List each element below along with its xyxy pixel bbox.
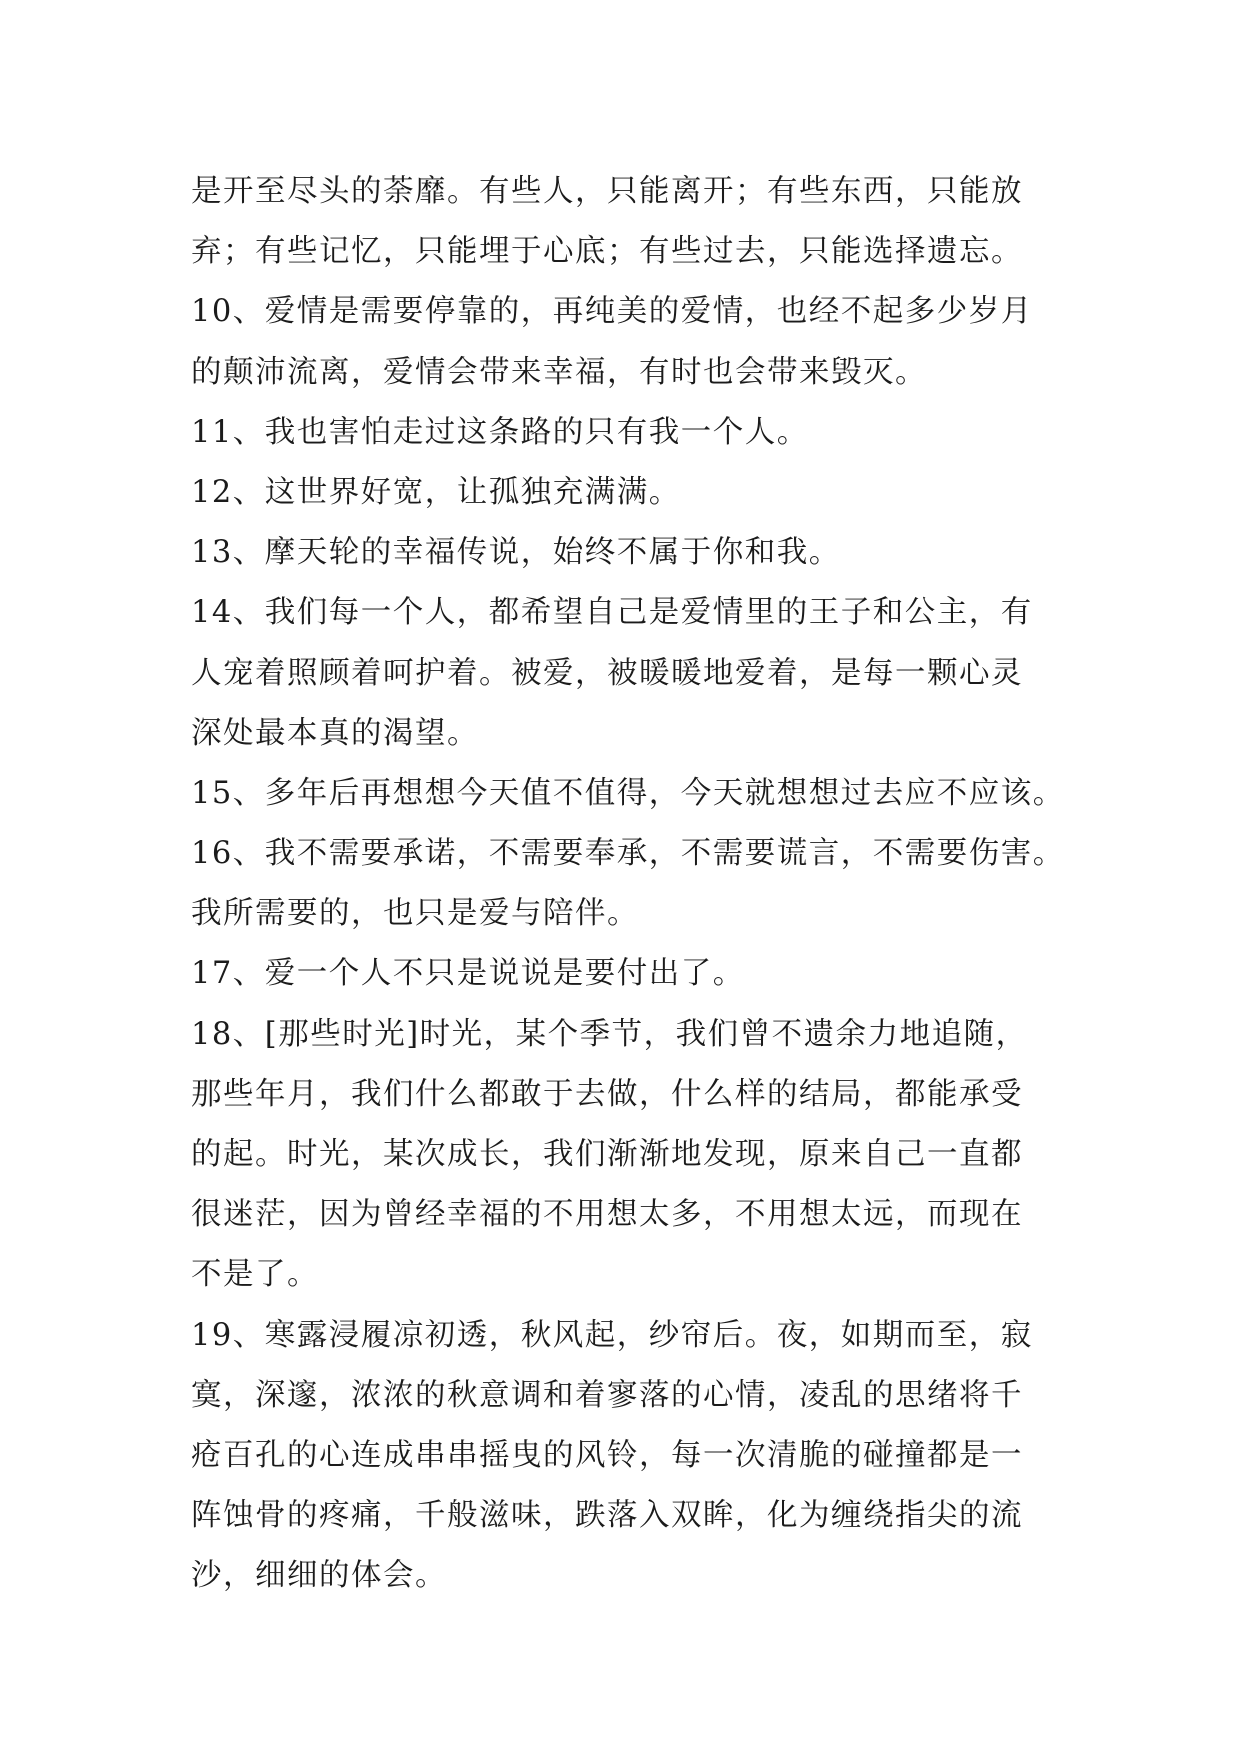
- text-line: 13、摩天轮的幸福传说，始终不属于你和我。: [191, 535, 841, 571]
- text-line: 是开至尽头的荼靡。有些人，只能离开；有些东西，只能放: [191, 174, 1023, 209]
- document-body: [191, 162, 1071, 1607]
- text-line: 19、寒露浸履凉初透，秋风起，纱帘后。夜，如期而至，寂: [191, 1317, 1033, 1353]
- text-line: 人宠着照顾着呵护着。被爱，被暖暖地爱着，是每一颗心灵: [191, 655, 1023, 691]
- text-line: 18、[那些时光]时光，某个季节，我们曾不遗余力地追随，: [191, 1016, 1028, 1052]
- text-line: 很迷茫，因为曾经幸福的不用想太多，不用想太远，而现在: [191, 1197, 1023, 1233]
- text-line: 那些年月，我们什么都敢于去做，什么样的结局，都能承受: [191, 1076, 1023, 1112]
- text-line: 寞，深邃，浓浓的秋意调和着寥落的心情，凌乱的思绪将千: [191, 1377, 1023, 1413]
- text-line: 不是了。: [191, 1257, 319, 1293]
- text-line: 17、爱一个人不只是说说是要付出了。: [191, 956, 745, 992]
- text-line: 10、爱情是需要停靠的，再纯美的爱情，也经不起多少岁月: [191, 294, 1033, 330]
- text-line: 疮百孔的心连成串串摇曳的风铃，每一次清脆的碰撞都是一: [191, 1437, 1023, 1473]
- text-line: 12、这世界好宽，让孤独充满满。: [191, 474, 681, 510]
- text-line: 阵蚀骨的疼痛，千般滋味，跌落入双眸，化为缠绕指尖的流: [191, 1498, 1023, 1534]
- text-line: 深处最本真的渴望。: [191, 715, 479, 751]
- text-line: 15、多年后再想想今天值不值得，今天就想想过去应不应该。: [191, 775, 1065, 811]
- text-line: 14、我们每一个人，都希望自己是爱情里的王子和公主，有: [191, 595, 1033, 631]
- text-line: 沙，细细的体会。: [191, 1558, 447, 1594]
- text-line: 16、我不需要承诺，不需要奉承，不需要谎言，不需要伤害。: [191, 836, 1065, 872]
- text-line: 的颠沛流离，爱情会带来幸福，有时也会带来毁灭。: [191, 354, 927, 390]
- text-line: 弃；有些记忆，只能埋于心底；有些过去，只能选择遗忘。: [191, 234, 1023, 270]
- text-line: 的起。时光，某次成长，我们渐渐地发现，原来自己一直都: [191, 1137, 1023, 1172]
- text-line: 11、我也害怕走过这条路的只有我一个人。: [191, 414, 809, 450]
- text-line: 我所需要的，也只是爱与陪伴。: [191, 896, 639, 932]
